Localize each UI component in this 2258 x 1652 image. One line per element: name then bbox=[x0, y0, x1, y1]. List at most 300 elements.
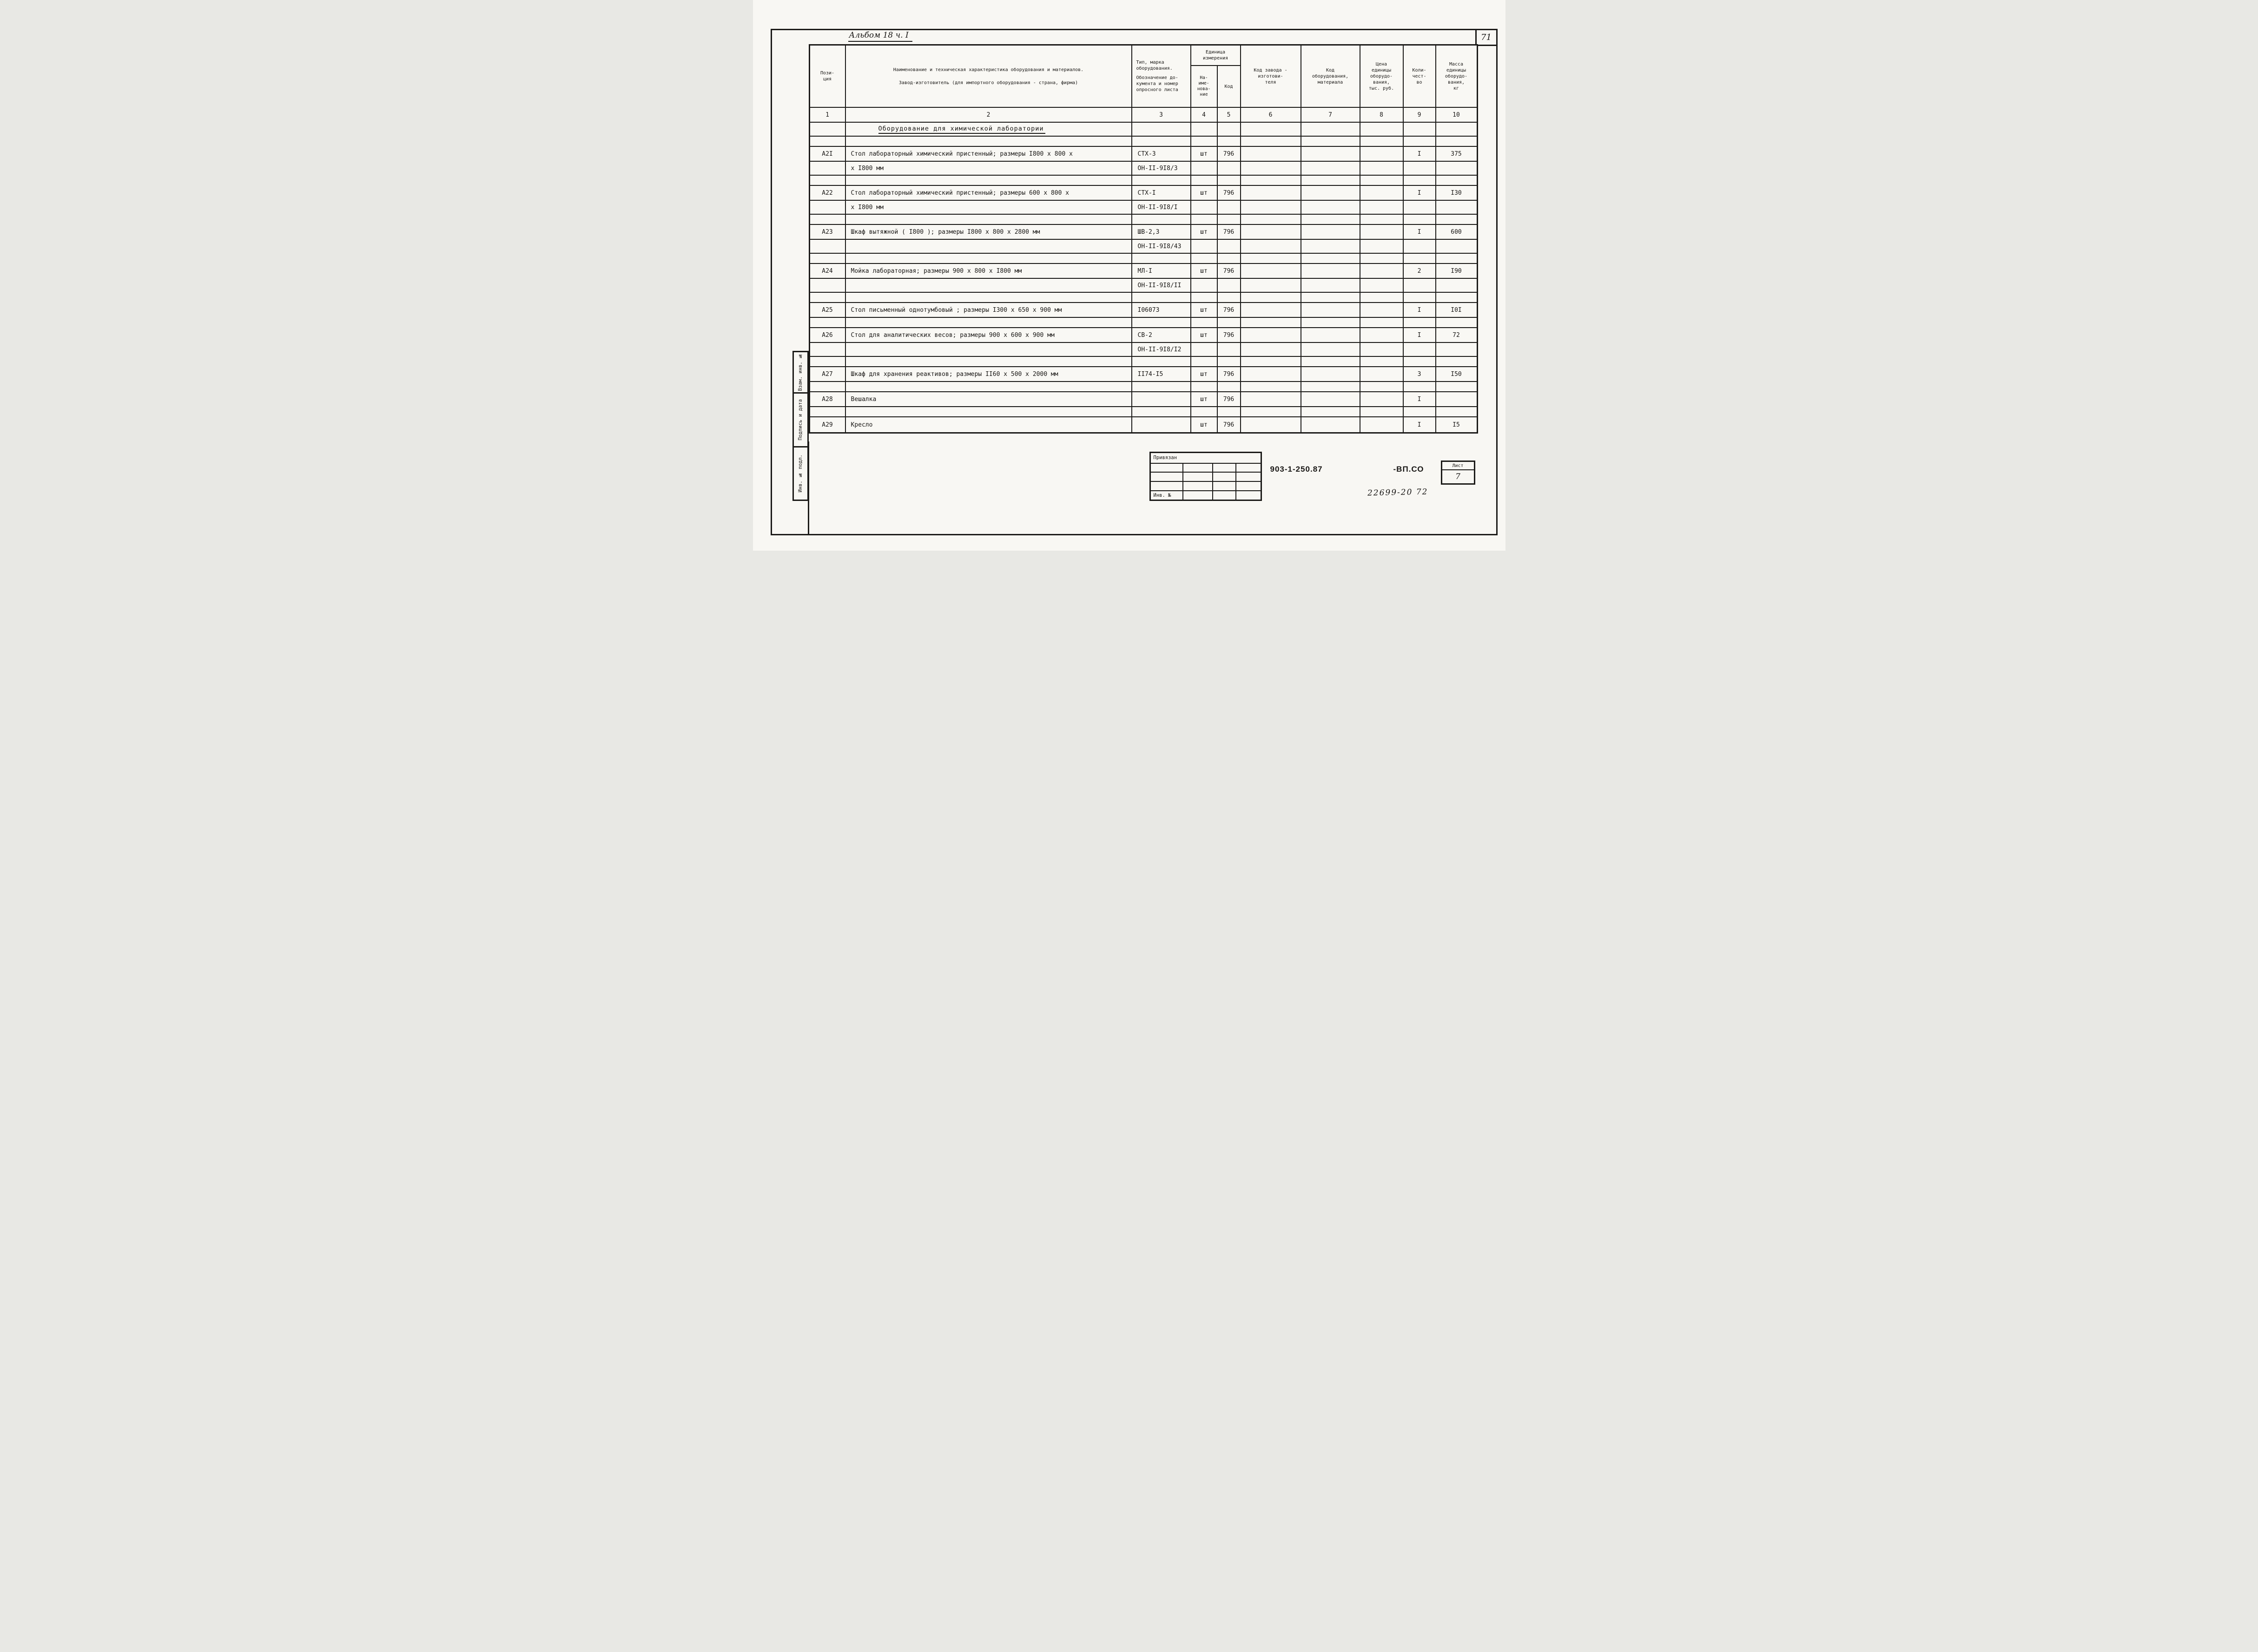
column-number: 6 bbox=[1241, 108, 1301, 122]
cell-col7 bbox=[1301, 328, 1360, 342]
cell-name: Стол для аналитических весов; размеры 900 х 600 х 900 мм bbox=[846, 328, 1132, 342]
cell-mass: I30 bbox=[1451, 189, 1462, 197]
cell-mass bbox=[1436, 176, 1477, 185]
cell-qty: I bbox=[1404, 392, 1436, 406]
cell-name bbox=[846, 357, 1132, 366]
header-type-mark: Тип, марка оборудования. Обозначение до- кумента и номер опросного листа bbox=[1132, 46, 1191, 107]
binding-stamp-table bbox=[1149, 452, 1262, 501]
cell-code bbox=[1218, 293, 1241, 302]
cell-col8 bbox=[1360, 240, 1404, 253]
cell-name: Кресло bbox=[846, 417, 1132, 432]
column-number: 3 bbox=[1132, 108, 1191, 122]
table-row-А25 bbox=[810, 303, 1477, 318]
cell-col7 bbox=[1301, 367, 1360, 381]
cell-name bbox=[846, 382, 1132, 391]
cell-type: ОН-II-9I8/3 bbox=[1132, 162, 1191, 175]
table-row-cont bbox=[810, 343, 1477, 357]
cell-type bbox=[1132, 382, 1191, 391]
cell-col6 bbox=[1241, 176, 1301, 185]
table-header-row bbox=[810, 46, 1477, 108]
cell-col7 bbox=[1301, 279, 1360, 292]
cell-qty bbox=[1404, 254, 1436, 263]
table-row-empty bbox=[810, 382, 1477, 392]
cell-code bbox=[1218, 240, 1241, 253]
cell-type bbox=[1132, 357, 1191, 366]
cell-mass bbox=[1436, 382, 1477, 391]
column-number: 1 bbox=[810, 108, 846, 122]
cell-pos bbox=[810, 201, 846, 214]
table-row-empty bbox=[810, 407, 1477, 417]
cell-code bbox=[1218, 357, 1241, 366]
cell-pos bbox=[810, 343, 846, 356]
cell-col6 bbox=[1241, 201, 1301, 214]
cell-unit bbox=[1191, 293, 1218, 302]
cell-col8 bbox=[1360, 254, 1404, 263]
cell-mass bbox=[1436, 137, 1477, 146]
cell-name bbox=[846, 123, 1132, 136]
table-row-cont bbox=[810, 240, 1477, 254]
sheet-label: Лист bbox=[1442, 462, 1474, 470]
table-row-А29 bbox=[810, 417, 1477, 432]
cell-col6 bbox=[1241, 318, 1301, 327]
cell-type: ОН-II-9I8/I bbox=[1132, 201, 1191, 214]
cell-col7 bbox=[1301, 343, 1360, 356]
cell-qty bbox=[1404, 123, 1436, 136]
cell-qty bbox=[1404, 343, 1436, 356]
cell-qty: 3 bbox=[1404, 367, 1436, 381]
column-number: 4 bbox=[1191, 108, 1218, 122]
table-row-empty bbox=[810, 176, 1477, 186]
cell-pos bbox=[810, 137, 846, 146]
cell-code bbox=[1218, 318, 1241, 327]
scanned-spec-sheet bbox=[753, 0, 1505, 551]
cell-col8 bbox=[1360, 176, 1404, 185]
cell-type: СТХ-3 bbox=[1132, 147, 1191, 161]
cell-name bbox=[846, 293, 1132, 302]
cell-unit bbox=[1191, 357, 1218, 366]
cell-qty bbox=[1404, 318, 1436, 327]
cell-unit bbox=[1191, 318, 1218, 327]
cell-col7 bbox=[1301, 225, 1360, 239]
cell-name bbox=[846, 254, 1132, 263]
cell-type bbox=[1132, 318, 1191, 327]
cell-col6 bbox=[1241, 137, 1301, 146]
cell-pos bbox=[810, 357, 846, 366]
cell-col7 bbox=[1301, 137, 1360, 146]
cell-col8 bbox=[1360, 137, 1404, 146]
cell-type: ОН-II-9I8/43 bbox=[1132, 240, 1191, 253]
sheet-number: 7 bbox=[1455, 472, 1460, 481]
cell-unit: шт bbox=[1191, 392, 1218, 406]
cell-unit bbox=[1191, 382, 1218, 391]
cell-type: I06073 bbox=[1132, 303, 1191, 317]
cell-pos bbox=[810, 162, 846, 175]
cell-col7 bbox=[1301, 254, 1360, 263]
cell-code bbox=[1218, 279, 1241, 292]
table-row-А24 bbox=[810, 264, 1477, 279]
section-title: Оборудование для химической лаборатории bbox=[878, 125, 1046, 134]
cell-col7 bbox=[1301, 123, 1360, 136]
cell-qty bbox=[1404, 279, 1436, 292]
cell-name: х I800 мм bbox=[846, 201, 1132, 214]
cell-code bbox=[1218, 137, 1241, 146]
cell-col8 bbox=[1360, 225, 1404, 239]
cell-col8 bbox=[1360, 367, 1404, 381]
cell-col6 bbox=[1241, 303, 1301, 317]
cell-col6 bbox=[1241, 293, 1301, 302]
column-number: 5 bbox=[1218, 108, 1241, 122]
cell-mass bbox=[1436, 357, 1477, 366]
header-name: Наименование и техническая характеристика оборудования и материалов. Завод-изготовитель (для импортного оборудования - страна, фирма) bbox=[846, 46, 1132, 107]
cell-col6 bbox=[1241, 240, 1301, 253]
header-position: Пози- ция bbox=[810, 46, 846, 107]
column-number: 10 bbox=[1453, 111, 1460, 118]
cell-name: Стол лабораторный химический пристенный; размеры 600 х 800 х bbox=[846, 186, 1132, 200]
cell-pos: А22 bbox=[810, 186, 846, 200]
cell-mass bbox=[1436, 279, 1477, 292]
cell-unit bbox=[1191, 240, 1218, 253]
table-row-empty bbox=[810, 215, 1477, 225]
project-code: 903-1-250.87 bbox=[1270, 465, 1323, 474]
cell-name: Стол письменный однотумбовый ; размеры I300 х 650 х 900 мм bbox=[846, 303, 1132, 317]
cell-col7 bbox=[1301, 215, 1360, 224]
cell-name bbox=[846, 240, 1132, 253]
cell-code: 796 bbox=[1218, 225, 1241, 239]
cell-qty bbox=[1404, 382, 1436, 391]
cell-col7 bbox=[1301, 147, 1360, 161]
cell-qty bbox=[1404, 357, 1436, 366]
cell-qty bbox=[1404, 407, 1436, 416]
cell-col6 bbox=[1241, 186, 1301, 200]
cell-col8 bbox=[1360, 318, 1404, 327]
cell-col8 bbox=[1360, 186, 1404, 200]
cell-qty: I bbox=[1404, 186, 1436, 200]
spec-suffix: -ВП.СО bbox=[1393, 465, 1424, 474]
table-row-А26 bbox=[810, 328, 1477, 343]
cell-col6 bbox=[1241, 367, 1301, 381]
cell-unit bbox=[1191, 137, 1218, 146]
table-row-empty bbox=[810, 254, 1477, 264]
cell-type: ШВ-2,3 bbox=[1132, 225, 1191, 239]
column-number: 7 bbox=[1301, 108, 1360, 122]
cell-pos: А29 bbox=[810, 417, 846, 432]
cell-qty: I bbox=[1404, 417, 1436, 432]
sheet-number-box bbox=[1441, 461, 1475, 485]
cell-mass bbox=[1436, 240, 1477, 253]
table-left-extension-line bbox=[808, 441, 809, 535]
page-number: 71 bbox=[1481, 33, 1492, 42]
cell-col7 bbox=[1301, 318, 1360, 327]
table-body bbox=[810, 123, 1477, 432]
cell-col8 bbox=[1360, 328, 1404, 342]
cell-mass: I50 bbox=[1451, 370, 1462, 378]
cell-mass bbox=[1436, 407, 1477, 416]
cell-type bbox=[1132, 137, 1191, 146]
cell-qty bbox=[1404, 240, 1436, 253]
cell-unit: шт bbox=[1191, 303, 1218, 317]
cell-qty bbox=[1404, 201, 1436, 214]
cell-qty bbox=[1404, 215, 1436, 224]
cell-qty bbox=[1404, 176, 1436, 185]
cell-col8 bbox=[1360, 123, 1404, 136]
table-row-empty bbox=[810, 293, 1477, 303]
cell-mass: I0I bbox=[1451, 306, 1462, 314]
cell-col6 bbox=[1241, 328, 1301, 342]
header-unit-mass: Масса единицы оборудо- вания, кг bbox=[1445, 61, 1468, 91]
cell-pos bbox=[810, 240, 846, 253]
cell-col6 bbox=[1241, 343, 1301, 356]
cell-name: Стол лабораторный химический пристенный; размеры I800 х 800 х bbox=[846, 147, 1132, 161]
cell-code: 796 bbox=[1218, 303, 1241, 317]
cell-qty bbox=[1404, 162, 1436, 175]
cell-qty bbox=[1404, 137, 1436, 146]
cell-code bbox=[1218, 162, 1241, 175]
cell-mass bbox=[1436, 318, 1477, 327]
cell-col7 bbox=[1301, 176, 1360, 185]
header-quantity: Коли- чест- во bbox=[1404, 46, 1436, 107]
cell-col7 bbox=[1301, 162, 1360, 175]
cell-mass: 72 bbox=[1453, 331, 1460, 339]
cell-type bbox=[1132, 254, 1191, 263]
cell-col7 bbox=[1301, 382, 1360, 391]
cell-code: 796 bbox=[1218, 264, 1241, 278]
cell-mass: I5 bbox=[1453, 421, 1460, 428]
cell-col8 bbox=[1360, 392, 1404, 406]
cell-col6 bbox=[1241, 147, 1301, 161]
cell-type: МЛ-I bbox=[1132, 264, 1191, 278]
cell-col7 bbox=[1301, 303, 1360, 317]
cell-col7 bbox=[1301, 240, 1360, 253]
cell-qty bbox=[1404, 293, 1436, 302]
cell-col7 bbox=[1301, 392, 1360, 406]
album-title: Альбом 18 ч. I bbox=[848, 31, 912, 42]
cell-type bbox=[1132, 215, 1191, 224]
cell-pos bbox=[810, 279, 846, 292]
cell-col8 bbox=[1360, 201, 1404, 214]
cell-type: ОН-II-9I8/II bbox=[1132, 279, 1191, 292]
cell-unit bbox=[1191, 162, 1218, 175]
cell-col8 bbox=[1360, 303, 1404, 317]
cell-col6 bbox=[1241, 264, 1301, 278]
cell-code bbox=[1218, 382, 1241, 391]
cell-pos bbox=[810, 254, 846, 263]
column-number: 8 bbox=[1360, 108, 1404, 122]
sidebar-podpis-data: Подпись и дата bbox=[792, 392, 809, 448]
cell-name bbox=[846, 318, 1132, 327]
page-number-box bbox=[1475, 29, 1498, 46]
cell-unit: шт bbox=[1191, 147, 1218, 161]
table-row-cont bbox=[810, 201, 1477, 215]
table-row-А27 bbox=[810, 367, 1477, 382]
cell-name bbox=[846, 279, 1132, 292]
cell-mass bbox=[1436, 392, 1477, 406]
cell-pos bbox=[810, 293, 846, 302]
cell-col7 bbox=[1301, 186, 1360, 200]
cell-type: СТХ-I bbox=[1132, 186, 1191, 200]
cell-qty: I bbox=[1404, 303, 1436, 317]
cell-type bbox=[1132, 407, 1191, 416]
cell-mass: 600 bbox=[1451, 228, 1462, 236]
cell-col6 bbox=[1241, 392, 1301, 406]
stamp-header: Привязан bbox=[1151, 453, 1261, 464]
cell-col6 bbox=[1241, 225, 1301, 239]
cell-col7 bbox=[1301, 357, 1360, 366]
cell-unit bbox=[1191, 343, 1218, 356]
cell-code bbox=[1218, 407, 1241, 416]
cell-col8 bbox=[1360, 343, 1404, 356]
table-row-А28 bbox=[810, 392, 1477, 407]
cell-code: 796 bbox=[1218, 392, 1241, 406]
cell-pos bbox=[810, 215, 846, 224]
cell-col7 bbox=[1301, 201, 1360, 214]
cell-name bbox=[846, 407, 1132, 416]
cell-name: Мойка лабораторная; размеры 900 х 800 х I800 мм bbox=[846, 264, 1132, 278]
cell-code bbox=[1218, 176, 1241, 185]
cell-qty: I bbox=[1404, 147, 1436, 161]
cell-col7 bbox=[1301, 264, 1360, 278]
cell-col8 bbox=[1360, 293, 1404, 302]
cell-name bbox=[846, 343, 1132, 356]
cell-mass bbox=[1436, 215, 1477, 224]
cell-col7 bbox=[1301, 417, 1360, 432]
cell-code: 796 bbox=[1218, 186, 1241, 200]
cell-name bbox=[846, 215, 1132, 224]
cell-mass bbox=[1436, 343, 1477, 356]
cell-pos: А24 bbox=[810, 264, 846, 278]
cell-col8 bbox=[1360, 264, 1404, 278]
cell-mass: 375 bbox=[1451, 150, 1462, 158]
cell-code: 796 bbox=[1218, 367, 1241, 381]
cell-qty: I bbox=[1404, 328, 1436, 342]
cell-pos bbox=[810, 176, 846, 185]
stamp-footer: Инв. № bbox=[1151, 491, 1261, 500]
cell-unit: шт bbox=[1191, 417, 1218, 432]
cell-type bbox=[1132, 417, 1191, 432]
cell-pos bbox=[810, 123, 846, 136]
header-unit-code: Код bbox=[1224, 84, 1233, 89]
cell-qty: 2 bbox=[1404, 264, 1436, 278]
sidebar-inv-podl: Инв. № подл. bbox=[792, 446, 809, 501]
cell-col6 bbox=[1241, 162, 1301, 175]
cell-code: 796 bbox=[1218, 147, 1241, 161]
header-equipment-code: Код оборудования, материала bbox=[1301, 46, 1360, 107]
cell-unit: шт bbox=[1191, 186, 1218, 200]
cell-name: Шкаф вытяжной ( I800 ); размеры I800 х 800 х 2800 мм bbox=[846, 225, 1132, 239]
cell-name: х I800 мм bbox=[846, 162, 1132, 175]
cell-code: 796 bbox=[1218, 328, 1241, 342]
column-number: 2 bbox=[846, 108, 1132, 122]
header-factory-code: Код завода - изготови- теля bbox=[1241, 46, 1301, 107]
cell-unit: шт bbox=[1191, 328, 1218, 342]
cell-mass bbox=[1436, 254, 1477, 263]
cell-unit bbox=[1191, 407, 1218, 416]
cell-col6 bbox=[1241, 123, 1301, 136]
cell-name bbox=[846, 176, 1132, 185]
cell-type bbox=[1132, 123, 1191, 136]
handwritten-order-number: 22699-20 72 bbox=[1367, 487, 1428, 498]
cell-col6 bbox=[1241, 382, 1301, 391]
cell-code bbox=[1218, 254, 1241, 263]
cell-name: Шкаф для хранения реактивов; размеры II60 х 500 х 2000 мм bbox=[846, 367, 1132, 381]
cell-col8 bbox=[1360, 162, 1404, 175]
cell-pos: А28 bbox=[810, 392, 846, 406]
cell-col6 bbox=[1241, 407, 1301, 416]
cell-pos bbox=[810, 407, 846, 416]
cell-mass bbox=[1436, 293, 1477, 302]
cell-code: 796 bbox=[1218, 417, 1241, 432]
cell-type: СВ-2 bbox=[1132, 328, 1191, 342]
cell-type: ОН-II-9I8/I2 bbox=[1132, 343, 1191, 356]
cell-col8 bbox=[1360, 382, 1404, 391]
cell-qty: I bbox=[1404, 225, 1436, 239]
cell-col6 bbox=[1241, 357, 1301, 366]
cell-col8 bbox=[1360, 417, 1404, 432]
cell-type: II74-I5 bbox=[1132, 367, 1191, 381]
cell-unit bbox=[1191, 279, 1218, 292]
table-row-А22 bbox=[810, 186, 1477, 201]
cell-unit bbox=[1191, 176, 1218, 185]
cell-col8 bbox=[1360, 147, 1404, 161]
cell-col6 bbox=[1241, 254, 1301, 263]
cell-type bbox=[1132, 392, 1191, 406]
table-row-empty bbox=[810, 318, 1477, 328]
cell-type bbox=[1132, 293, 1191, 302]
cell-col7 bbox=[1301, 293, 1360, 302]
cell-pos: А27 bbox=[810, 367, 846, 381]
equipment-spec-table bbox=[809, 44, 1478, 434]
cell-unit bbox=[1191, 215, 1218, 224]
cell-col8 bbox=[1360, 279, 1404, 292]
cell-mass: I90 bbox=[1451, 267, 1462, 275]
cell-col6 bbox=[1241, 215, 1301, 224]
cell-unit: шт bbox=[1191, 367, 1218, 381]
sidebar-vzam-inv: Взам. инв. № bbox=[792, 351, 809, 394]
table-row-cont bbox=[810, 279, 1477, 293]
header-unit-group bbox=[1191, 46, 1241, 107]
cell-col6 bbox=[1241, 279, 1301, 292]
cell-pos: А26 bbox=[810, 328, 846, 342]
table-row-А2I bbox=[810, 147, 1477, 162]
cell-col7 bbox=[1301, 407, 1360, 416]
cell-pos bbox=[810, 318, 846, 327]
column-number: 9 bbox=[1404, 108, 1436, 122]
cell-unit bbox=[1191, 254, 1218, 263]
cell-unit: шт bbox=[1191, 264, 1218, 278]
column-numbers-row bbox=[810, 108, 1477, 123]
cell-code bbox=[1218, 343, 1241, 356]
cell-mass bbox=[1436, 123, 1477, 136]
cell-name bbox=[846, 137, 1132, 146]
cell-type bbox=[1132, 176, 1191, 185]
cell-mass bbox=[1436, 162, 1477, 175]
cell-unit: шт bbox=[1191, 225, 1218, 239]
header-unit-of-measure: Единица измерения bbox=[1191, 46, 1240, 66]
cell-code bbox=[1218, 215, 1241, 224]
cell-code bbox=[1218, 201, 1241, 214]
table-row-А23 bbox=[810, 225, 1477, 240]
cell-col8 bbox=[1360, 357, 1404, 366]
header-unit-name: На- име- нова- ние bbox=[1191, 66, 1218, 107]
cell-pos: А23 bbox=[810, 225, 846, 239]
cell-name: Вешалка bbox=[846, 392, 1132, 406]
cell-unit bbox=[1191, 123, 1218, 136]
cell-mass bbox=[1436, 201, 1477, 214]
cell-unit bbox=[1191, 201, 1218, 214]
table-row-cont bbox=[810, 162, 1477, 176]
header-unit-price: Цена единицы оборудо- вания, тыс. руб. bbox=[1360, 46, 1404, 107]
cell-pos: А25 bbox=[810, 303, 846, 317]
table-row-empty bbox=[810, 137, 1477, 147]
